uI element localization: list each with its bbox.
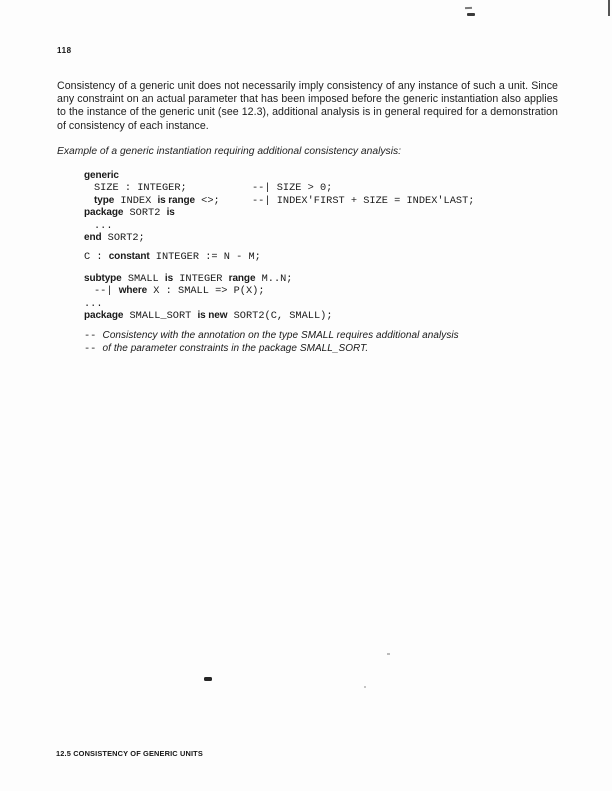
code-text: --| SIZE > 0;: [252, 182, 333, 195]
code-text: <>;: [195, 194, 220, 207]
intro-paragraph: Consistency of a generic unit does not necessarily imply consistency of any instance of such a unit. Since any constraint on an actual parameter that has been imposed before the generic instantiation also applies to the instance of the generic unit (see 12.3), additional analysis is in general required for a demonstration of consistency of each instance.: [57, 80, 558, 132]
code-keyword: end: [84, 231, 102, 243]
code-keyword: subtype: [84, 272, 122, 284]
code-text: --| INDEX'FIRST + SIZE = INDEX'LAST;: [252, 194, 475, 207]
code-text: --: [84, 342, 103, 355]
code-keyword: where: [118, 285, 148, 297]
code-line: [84, 194, 475, 207]
code-line: [84, 298, 459, 310]
page-number: 118: [57, 46, 72, 55]
code-keyword: constant: [108, 251, 150, 263]
scan-speck-2: [364, 686, 366, 688]
code-keyword: range: [228, 272, 256, 284]
code-text: SORT2: [123, 207, 167, 220]
code-text: SMALL: [121, 272, 165, 285]
code-text: SIZE : INTEGER;: [94, 182, 187, 195]
code-text: --|: [94, 285, 119, 298]
code-keyword: package: [84, 309, 124, 321]
code-line: [84, 343, 459, 355]
code-keyword: is: [164, 272, 174, 284]
scan-speck: [387, 653, 390, 655]
code-text: C :: [84, 251, 109, 264]
code-text: SORT2(C, SMALL);: [227, 309, 333, 322]
code-line: [84, 182, 459, 194]
code-block: [84, 170, 475, 355]
example-caption: Example of a generic instantiation requiring additional consistency analysis:: [57, 146, 401, 157]
scan-edge-mark: [608, 0, 610, 16]
code-keyword: package: [84, 207, 124, 219]
code-text: INDEX: [114, 194, 158, 207]
code-group: [84, 273, 459, 323]
code-keyword: is new: [197, 309, 228, 321]
code-text: ...: [94, 219, 113, 232]
code-line: [84, 170, 459, 182]
code-group: [84, 251, 459, 263]
code-line: [84, 285, 459, 297]
code-text: M..N;: [255, 272, 293, 285]
code-line: [84, 251, 459, 263]
code-line: [84, 207, 459, 219]
code-text: SORT2;: [101, 231, 145, 244]
code-text: X : SMALL => P(X);: [147, 285, 265, 298]
code-comment-text: Consistency with the annotation on the type SMALL requires additional analysis: [102, 330, 459, 342]
code-line: [84, 273, 459, 285]
code-group: [84, 330, 459, 355]
code-text: SMALL_SORT: [123, 309, 198, 322]
code-line: [84, 330, 459, 342]
code-keyword: is: [166, 207, 175, 219]
code-line: [84, 310, 459, 322]
code-keyword: type: [94, 194, 115, 206]
code-keyword: is range: [157, 194, 195, 206]
scan-smudge-top-2: [467, 13, 475, 16]
code-group: [84, 170, 475, 244]
section-footer-title: 12.5 CONSISTENCY OF GENERIC UNITS: [56, 749, 203, 758]
scan-smudge-top: [465, 7, 472, 9]
code-comment-text: of the parameter constraints in the package SMALL_SORT.: [102, 342, 369, 354]
code-text: --: [84, 330, 103, 343]
code-text: INTEGER: [173, 272, 229, 285]
code-text: INTEGER := N - M;: [149, 251, 261, 264]
code-line: [84, 232, 459, 244]
code-line: [84, 220, 459, 232]
code-keyword: generic: [84, 170, 119, 181]
code-text: ...: [84, 297, 103, 310]
scan-dash-artifact: [204, 677, 212, 681]
